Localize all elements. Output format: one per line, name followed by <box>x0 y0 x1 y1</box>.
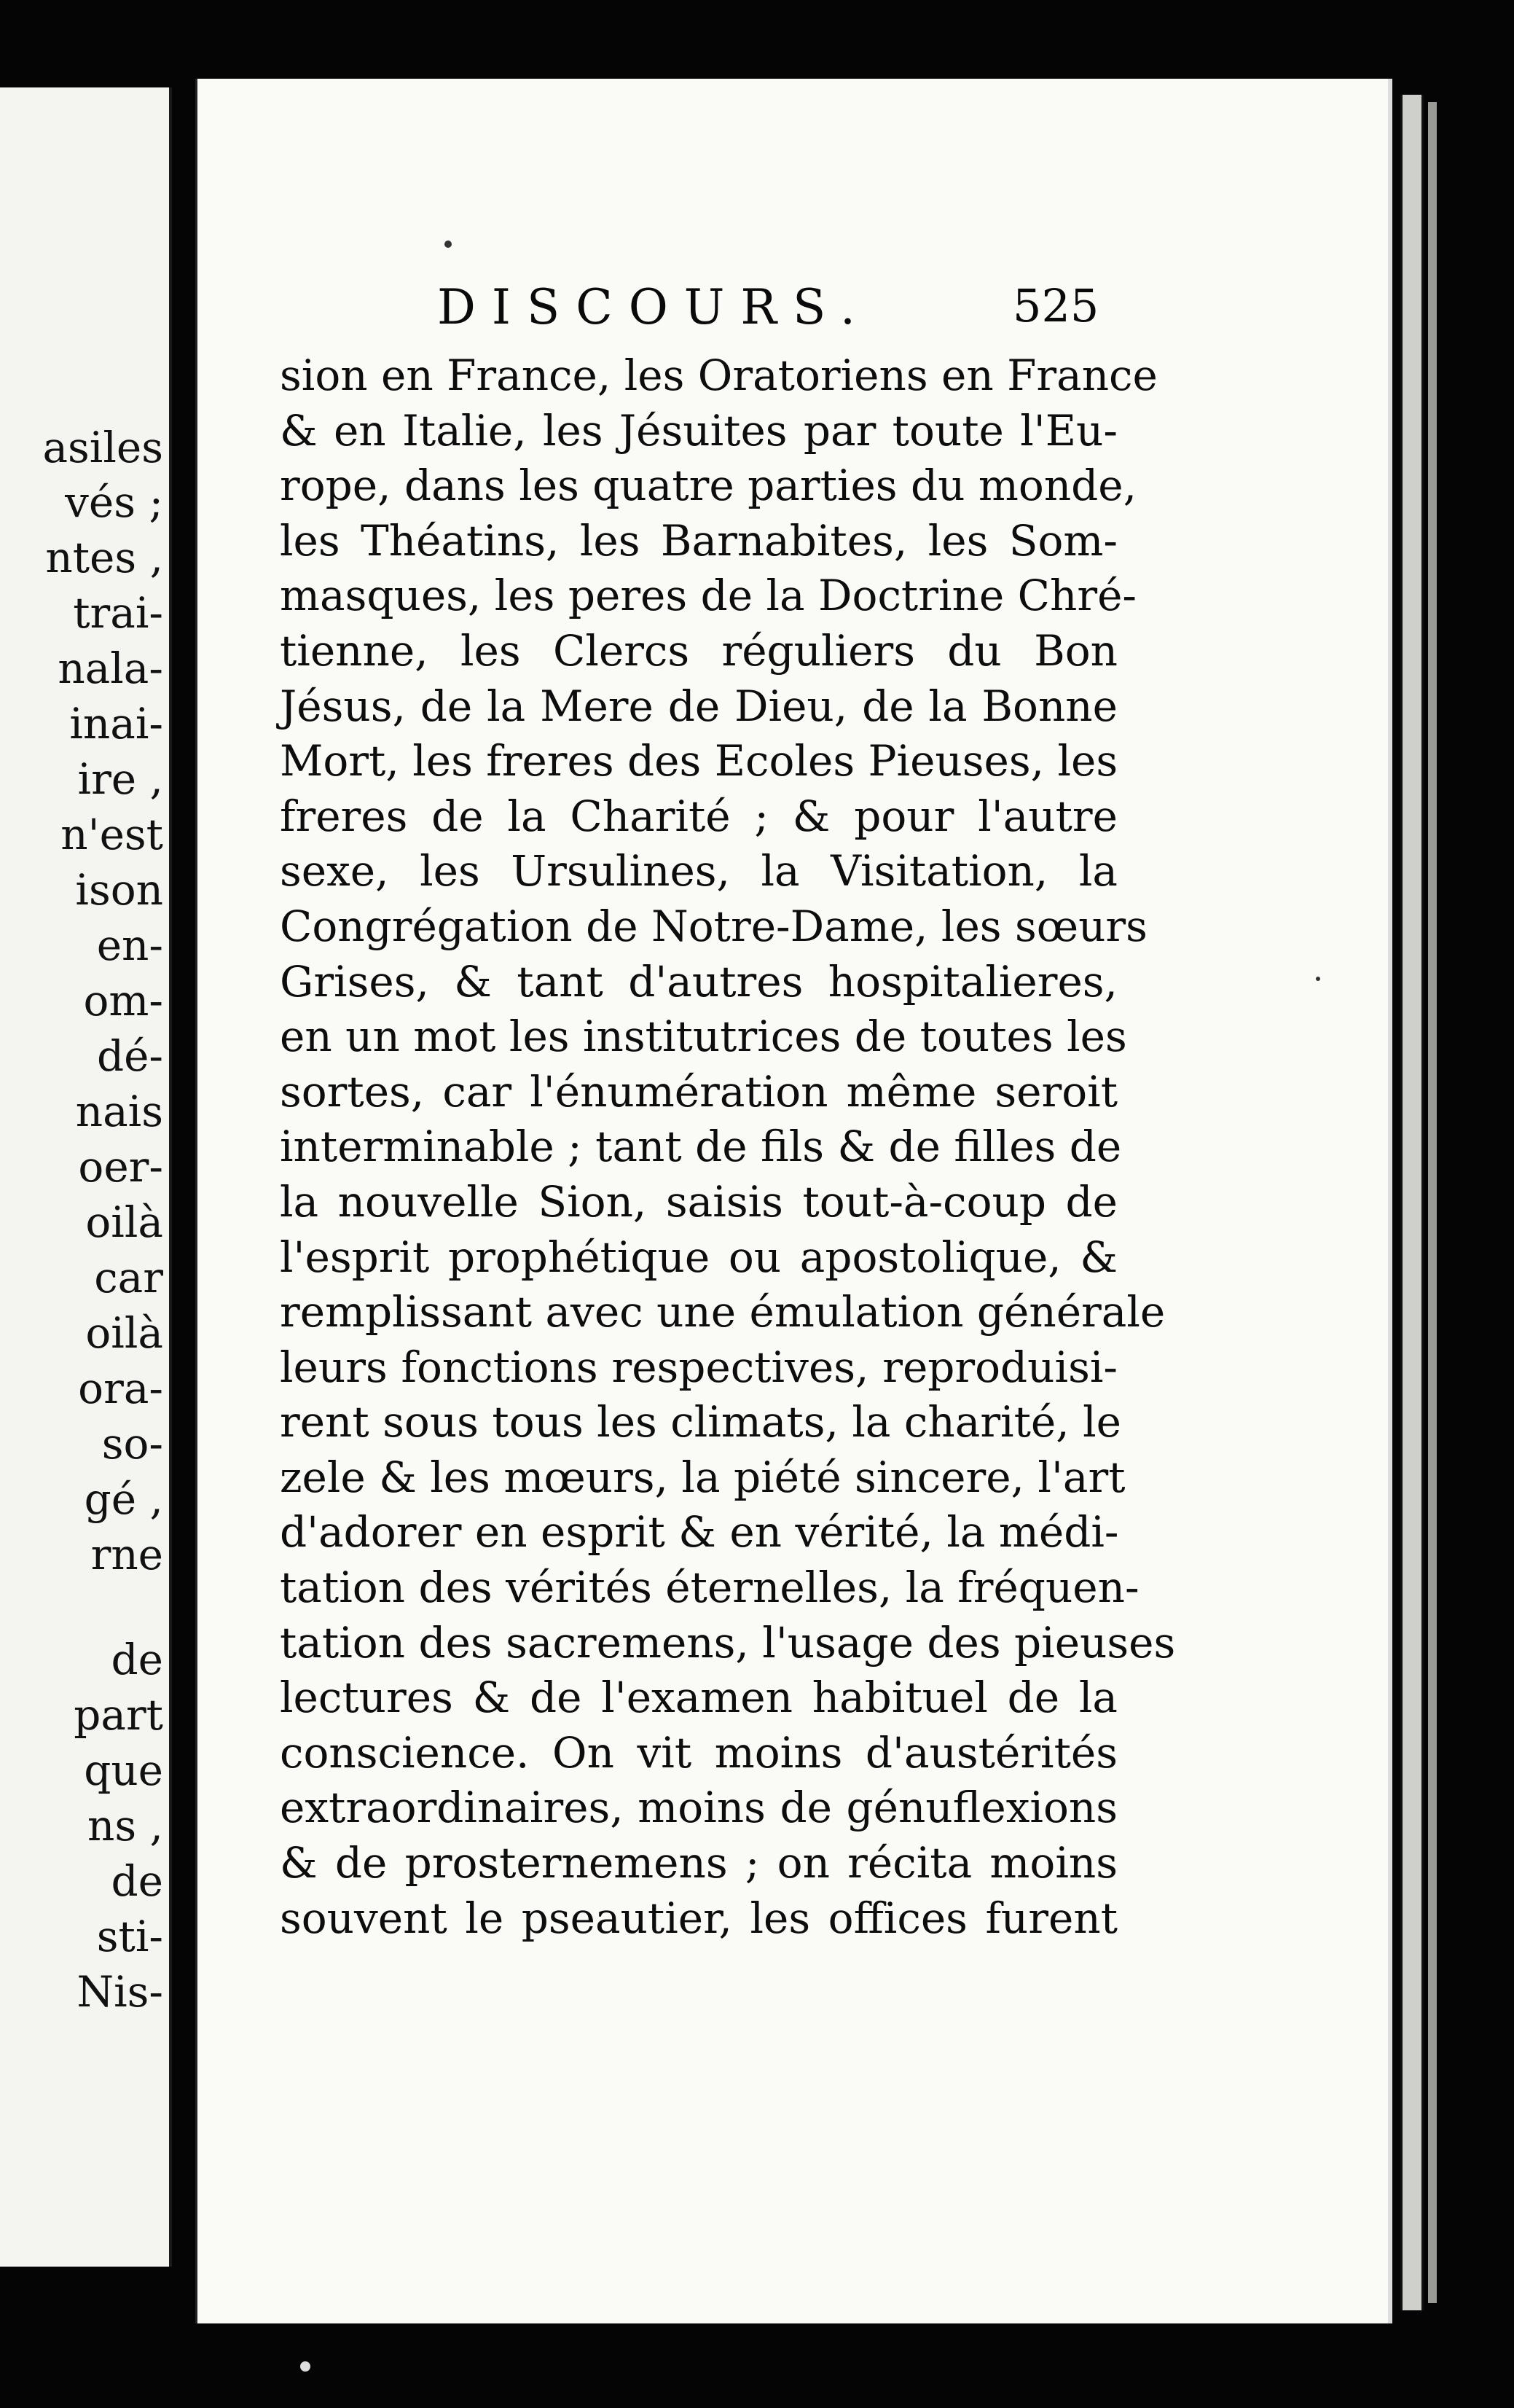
left-line: Nis- <box>77 1967 163 2017</box>
left-line: asiles <box>42 423 163 472</box>
running-head: DISCOURS. <box>437 279 871 335</box>
text-line: leurs fonctions respectives, reproduisi- <box>280 1342 1118 1392</box>
left-line: rne <box>90 1530 163 1579</box>
text-line: conscience. On vit moins d'austérités <box>280 1727 1118 1778</box>
left-line: oer- <box>78 1142 163 1192</box>
left-line: trai- <box>73 588 163 638</box>
left-line: ire , <box>77 754 163 804</box>
left-line: de <box>111 1635 163 1684</box>
text-line: Congrégation de Notre-Dame, les sœurs <box>280 901 1148 951</box>
left-line: ora- <box>78 1364 163 1413</box>
ink-speck <box>444 241 452 248</box>
dust-speck <box>300 2361 310 2372</box>
page-number: 525 <box>1013 279 1099 332</box>
left-line: n'est <box>60 810 163 859</box>
left-line: que <box>84 1746 163 1795</box>
text-line: & en Italie, les Jésuites par toute l'Eu- <box>280 405 1118 456</box>
left-line: oilà <box>85 1308 163 1358</box>
text-line: Mort, les freres des Ecoles Pieuses, les <box>280 736 1118 786</box>
text-line: souvent le pseautier, les offices furent <box>280 1893 1118 1943</box>
text-line: d'adorer en esprit & en vérité, la médi- <box>280 1507 1119 1557</box>
left-line: so- <box>101 1419 163 1469</box>
left-line: ison <box>75 865 163 915</box>
left-line: en- <box>96 920 163 970</box>
text-line: extraordinaires, moins de génuflexions <box>280 1783 1118 1833</box>
text-line: rope, dans les quatre parties du monde, <box>280 461 1137 511</box>
text-line: remplissant avec une émulation générale <box>280 1287 1166 1337</box>
text-line: & de prosternemens ; on récita moins <box>280 1838 1118 1888</box>
previous-page-fragment <box>0 87 172 2267</box>
text-line: tation des sacremens, l'usage des pieuses <box>280 1617 1176 1668</box>
text-line: l'esprit prophétique ou apostolique, & <box>280 1232 1118 1282</box>
text-line: sortes, car l'énumération même seroit <box>280 1066 1118 1117</box>
text-line: tation des vérités éternelles, la fréquen- <box>280 1563 1140 1613</box>
left-line: oilà <box>85 1197 163 1247</box>
left-line: gé , <box>84 1474 163 1524</box>
text-line: la nouvelle Sion, saisis tout-à-coup de <box>280 1176 1118 1227</box>
text-line: rent sous tous les climats, la charité, le <box>280 1397 1121 1447</box>
body-text <box>280 348 1176 1946</box>
left-line: vés ; <box>65 477 163 527</box>
text-line: freres de la Charité ; & pour l'autre <box>280 791 1118 841</box>
text-line: zele & les mœurs, la piété sincere, l'art <box>280 1452 1126 1502</box>
ink-speck <box>1316 977 1320 981</box>
left-line: de <box>111 1856 163 1906</box>
text-line: sion en France, les Oratoriens en France <box>280 351 1158 400</box>
text-line: sexe, les Ursulines, la Visitation, la <box>280 846 1118 896</box>
page-edge <box>1400 95 1424 2310</box>
left-line: sti- <box>96 1912 163 1961</box>
text-line: interminable ; tant de fils & de filles de <box>280 1122 1122 1172</box>
text-line: lectures & de l'examen habituel de la <box>280 1673 1118 1723</box>
left-line: dé- <box>96 1031 163 1081</box>
text-line: tienne, les Clercs réguliers du Bon <box>280 625 1118 676</box>
page-edge-shadow <box>1428 102 1437 2303</box>
text-line: Grises, & tant d'autres hospitalieres, <box>280 956 1118 1006</box>
text-line: Jésus, de la Mere de Dieu, de la Bonne <box>280 681 1118 731</box>
left-line: ns , <box>87 1801 163 1850</box>
text-line: en un mot les institutrices de toutes les <box>280 1012 1127 1062</box>
left-line: om- <box>83 976 163 1025</box>
left-line: car <box>94 1253 163 1302</box>
left-line: ntes , <box>45 533 163 582</box>
left-line: part <box>74 1690 163 1740</box>
text-line: les Théatins, les Barnabites, les Som- <box>280 515 1118 566</box>
text-line: masques, les peres de la Doctrine Chré- <box>280 571 1137 621</box>
left-line: nais <box>75 1087 163 1136</box>
left-line: inai- <box>69 699 163 748</box>
left-line: nala- <box>58 644 163 693</box>
